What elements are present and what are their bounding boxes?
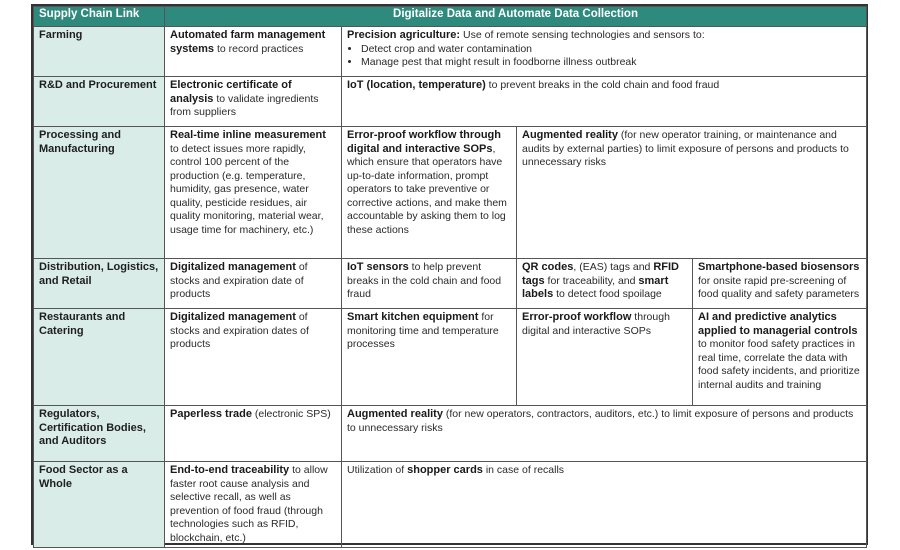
- row-label-restaurants: Restaurants and Catering: [34, 309, 165, 406]
- cell-end-to-end-traceability: End-to-end traceability to allow faster root cause analysis and selective recall, as well as prevention of food fraud (through technologies such as RFID, blockchain, etc.): [165, 462, 342, 548]
- precision-agriculture-list: [347, 43, 862, 70]
- table-row: [34, 27, 867, 77]
- cell-ai-predictive: AI and predictive analytics applied to managerial controls to monitor food safety practices in real time, correlate the data with food safety incidents, and prioritize internal audits and training: [693, 309, 867, 406]
- table-row: [34, 406, 867, 462]
- cell-error-proof-restaurants: Error-proof workflow through digital and interactive SOPs: [517, 309, 693, 406]
- cell-iot-sensors: IoT sensors to help prevent breaks in the cold chain and food fraud: [342, 259, 517, 309]
- cell-smart-kitchen: Smart kitchen equipment for monitoring time and temperature processes: [342, 309, 517, 406]
- cell-paperless-trade: Paperless trade (electronic SPS): [165, 406, 342, 462]
- table-row: [34, 259, 867, 309]
- table-row: [34, 462, 867, 548]
- header-row: [34, 7, 867, 27]
- row-label-rd-procurement: R&D and Procurement: [34, 77, 165, 127]
- header-digitalize-data: Digitalize Data and Automate Data Collection: [165, 7, 867, 27]
- list-item: • Detect crop and water contamination: [361, 43, 862, 57]
- cell-farming-management: Automated farm management systems to record practices: [165, 27, 342, 77]
- header-supply-chain-link: Supply Chain Link: [34, 7, 165, 27]
- row-label-distribution: Distribution, Logistics, and Retail: [34, 259, 165, 309]
- table-row: [34, 309, 867, 406]
- cell-iot-location: IoT (location, temperature) to prevent breaks in the cold chain and food fraud: [342, 77, 867, 127]
- row-label-processing: Processing and Manufacturing: [34, 127, 165, 259]
- cell-precision-agriculture: Precision agriculture: Use of remote sensing technologies and sensors to: • Detect crop and water contamination • Manage pest that might result in foodborne illness outbreak: [342, 27, 867, 77]
- cell-augmented-reality-regulators: Augmented reality (for new operators, contractors, auditors, etc.) to limit exposure of persons and products to unnecessary risks: [342, 406, 867, 462]
- table-row: [34, 127, 867, 259]
- table-row: [34, 77, 867, 127]
- list-item: • Manage pest that might result in foodborne illness outbreak: [361, 56, 862, 70]
- row-label-food-sector: Food Sector as a Whole: [34, 462, 165, 548]
- cell-error-proof-workflow: Error-proof workflow through digital and interactive SOPs, which ensure that operators have up-to-date information, prompt operators to take preventive or corrective actions, and make them accountable by asking them to log these actions: [342, 127, 517, 259]
- cell-digitalized-management-distribution: Digitalized management of stocks and expiration date of products: [165, 259, 342, 309]
- cell-augmented-reality-processing: Augmented reality (for new operator training, or maintenance and audits by external parties) to limit exposure of persons and products to unnecessary risks: [517, 127, 867, 259]
- cell-qr-rfid-tags: QR codes, (EAS) tags and RFID tags for traceability, and smart labels to detect food spoilage: [517, 259, 693, 309]
- supply-chain-table-frame: [31, 4, 868, 545]
- cell-digitalized-management-restaurants: Digitalized management of stocks and expiration dates of products: [165, 309, 342, 406]
- cell-shopper-cards: Utilization of shopper cards in case of recalls: [342, 462, 867, 548]
- supply-chain-table: [33, 6, 867, 548]
- cell-biosensors: Smartphone-based biosensors for onsite rapid pre-screening of food quality and safety parameters: [693, 259, 867, 309]
- row-label-farming: Farming: [34, 27, 165, 77]
- row-label-regulators: Regulators, Certification Bodies, and Auditors: [34, 406, 165, 462]
- cell-certificate-analysis: Electronic certificate of analysis to validate ingredients from suppliers: [165, 77, 342, 127]
- cell-inline-measurement: Real-time inline measurement to detect issues more rapidly, control 100 percent of the production (e.g. temperature, humidity, gas presence, water quality, pesticide residues, air quality monitoring, material wear, usage time for machinery, etc.): [165, 127, 342, 259]
